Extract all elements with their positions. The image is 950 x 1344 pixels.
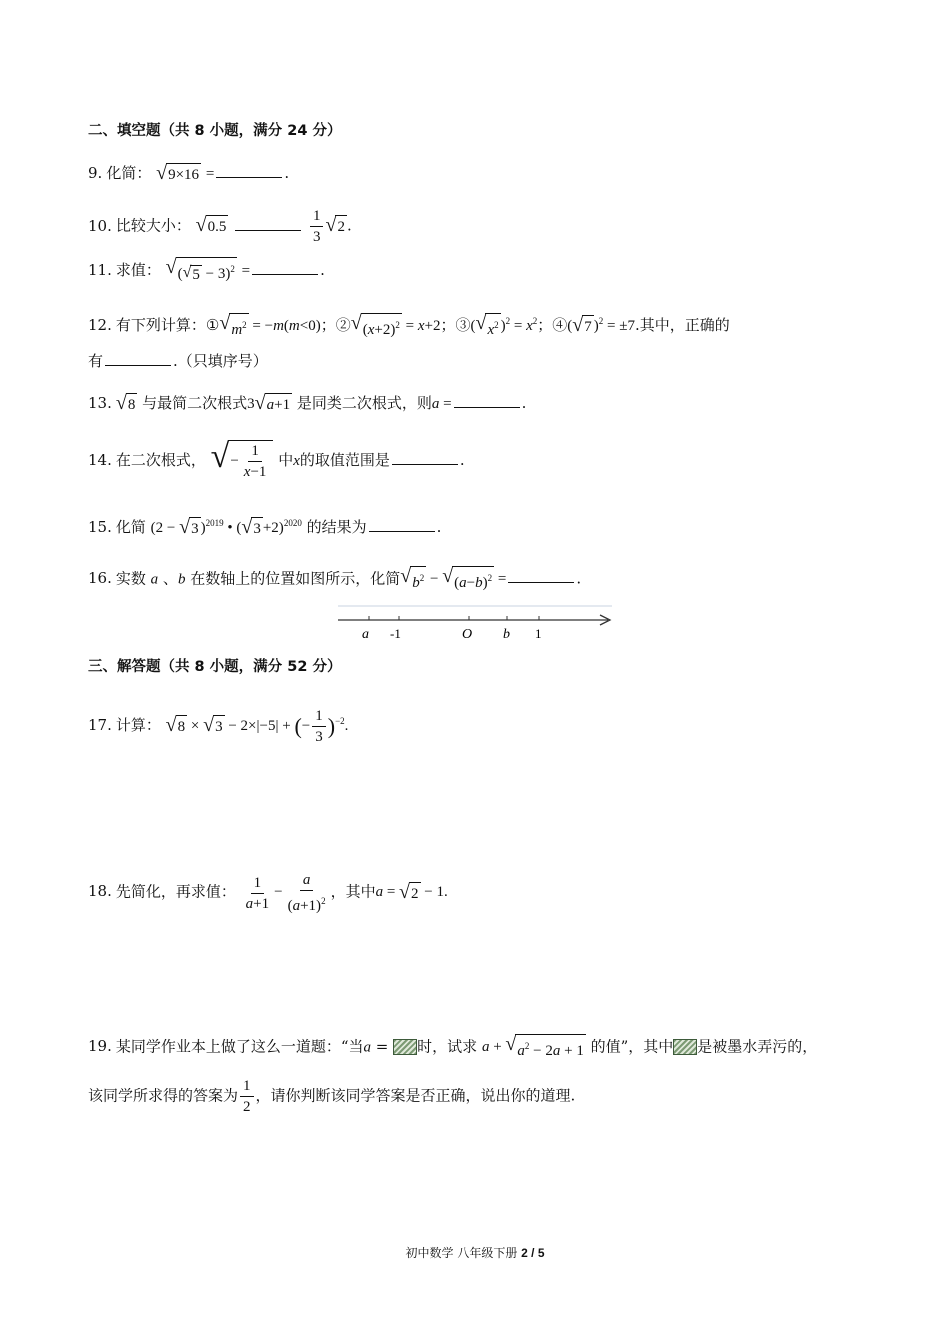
page-number: 2 / 5: [521, 1246, 545, 1260]
q18-text: 先简化，再求值：: [115, 882, 236, 901]
q11-text: 求值：: [115, 261, 161, 279]
q19-text2: 时，试求: [417, 1037, 478, 1056]
question-14: 14. 在二次根式， √ − $\frac{1}{x-1}$ 中x的取值范围是 .: [88, 438, 465, 481]
q15-text-after: 的结果为: [306, 518, 367, 536]
nl-label-neg1: -1: [390, 626, 401, 641]
ink-blot-icon-2: [673, 1039, 697, 1055]
q19-line2b: ，请你判断该同学答案是否正确，说出你的道理.: [255, 1086, 576, 1105]
question-16: 16. 实数 a 、b 在数轴上的位置如图所示，化简 √ $b^2$ − √ $(a-b)^2$ = .: [88, 566, 581, 594]
number-line: [336, 604, 616, 644]
q14-var: x: [293, 453, 300, 470]
q14-text-end: 的取值范围是: [299, 451, 390, 470]
q10-number: 10.: [88, 216, 112, 235]
q15-answer-blank: [369, 517, 435, 532]
question-9: 9. 化简： √ 9×16 = .: [88, 161, 290, 184]
question-11: 11. 求值： √ ( √ 5 − 3)$^2$ = .: [88, 256, 325, 284]
page-footer: [0, 1244, 950, 1261]
q16-text-mid: 在数轴上的位置如图所示，化简: [190, 569, 401, 588]
q14-text: 在二次根式，: [115, 451, 206, 470]
question-18: 18. 先简化，再求值： $\frac{1}{a+1}$ − $\frac{a}{(a+1)^2}$ ，其中a = √ 2 − 1.: [88, 872, 448, 914]
q14-text-after: 中: [278, 451, 294, 470]
q19-text4: 是被墨水弄污的，: [697, 1037, 818, 1056]
nl-label-a: a: [362, 627, 369, 642]
q13-text-after: 是同类二次根式，则: [296, 394, 432, 412]
q17-number: 17.: [88, 715, 112, 734]
q17-text: 计算：: [115, 715, 161, 734]
q14-answer-blank: [392, 450, 458, 465]
q9-text: 化简：: [106, 164, 152, 182]
q14-number: 14.: [88, 451, 112, 470]
q12-text: 有下列计算：: [115, 316, 206, 334]
question-17: 17. 计算： √ 8 × √ 3 − 2×|−5| + (− $\frac{1}{3}$ )$^{-2}$.: [88, 708, 349, 745]
q13-answer-blank: [454, 393, 520, 408]
q18-text-after: ，其中: [330, 882, 376, 901]
question-12: 12. 有下列计算：① √ $m^2$ = −m(m<0)；② √ $(x+2)^2$ = x+2；③( √ $x^2$ )$^2 = x^2$；④( √ 7 )$^2$ = ±7.其中，正确的: [88, 310, 730, 341]
q16-text: 实数: [115, 569, 146, 588]
footer-text: 初中数学 八年级下册: [405, 1246, 522, 1260]
q12-suffix: .其中，正确的: [634, 316, 730, 334]
q19-text3: 的值”，其中: [590, 1037, 674, 1056]
q10-answer-blank: [235, 216, 301, 231]
q15-number: 15.: [88, 518, 112, 536]
q11-number: 11.: [88, 261, 112, 279]
q12-line2-suffix: .（只填序号）: [173, 352, 268, 370]
q10-text: 比较大小：: [115, 216, 191, 235]
q12-number: 12.: [88, 316, 112, 334]
nl-label-origin: O: [462, 627, 473, 642]
section-2-heading: 二、填空题（共 8 小题，满分 24 分）: [88, 123, 342, 139]
q15-text: 化简: [115, 518, 146, 536]
q19-text1: 某同学作业本上做了这么一道题：“当: [115, 1037, 364, 1056]
q13-number: 13.: [88, 394, 112, 412]
question-13: 13. √ 8 与最简二次根式3 √ a+1 是同类二次根式，则a = .: [88, 391, 527, 415]
ink-blot-icon: [393, 1039, 417, 1055]
q19-line2a: 该同学所求得的答案为: [88, 1086, 239, 1105]
q12-line2-prefix: 有: [88, 352, 104, 370]
q11-answer-blank: [252, 260, 318, 275]
question-19: 19. 某同学作业本上做了这么一道题：“当a = 时，试求 a + √ $a^2 - 2a + 1$ 的值”，其中 是被墨水弄污的，: [88, 1034, 817, 1062]
q19-number: 19.: [88, 1037, 112, 1056]
question-19-line2: 该同学所求得的答案为 $\frac{1}{2}$ ，请你判断该同学答案是否正确，说出你的道理.: [88, 1078, 576, 1115]
nl-label-b: b: [503, 627, 510, 642]
q13-text-mid: 与最简二次根式: [142, 394, 248, 412]
q16-answer-blank: [508, 568, 574, 583]
q18-number: 18.: [88, 882, 112, 901]
q12-answer-blank: [105, 351, 171, 366]
q9-answer-blank: [216, 163, 282, 178]
question-10: 10. 比较大小： √ 0.5 $\frac{1}{3}$ √ 2 .: [88, 208, 352, 245]
question-12-line2: [88, 350, 268, 372]
section-3-heading: 三、解答题（共 8 小题，满分 52 分）: [88, 659, 342, 675]
q16-number: 16.: [88, 569, 112, 588]
q9-number: 9.: [88, 164, 103, 182]
question-15: 15. 化简 (2 − √ 3 )$^{2019}$ • ( √ 3 +2)$^{2020}$ 的结果为 .: [88, 516, 442, 539]
nl-label-1: 1: [535, 626, 542, 641]
